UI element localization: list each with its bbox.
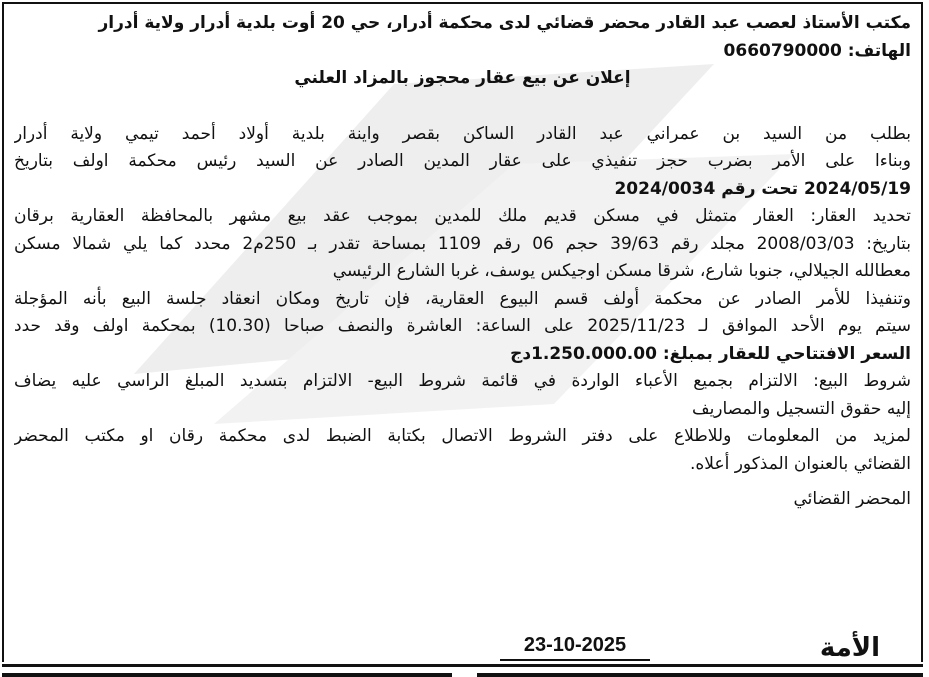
property-line: تحديد العقار: العقار متمثل في مسكن قديم ملك للمدين بموجب عقد بيع مشهر بالمحافظة العقارية برقان xyxy=(14,206,911,226)
logo-text: الأمة xyxy=(819,633,881,662)
phone-number: الهاتف: 0660790000 xyxy=(723,40,911,61)
spacer xyxy=(14,93,911,121)
execution-line: وتنفيذا للأمر الصادر عن محكمة أولف قسم البيوع العقارية، فإن تاريخ ومكان انعقاد جلسة البيع بأنه المؤجلة xyxy=(14,288,911,309)
terms-line: شروط البيع: الالتزام بجميع الأعباء الواردة في قائمة شروط البيع- الالتزام بتسديد المبلغ الراسي عليه يضاف xyxy=(14,371,911,391)
request-line: وبناءا على الأمر بضرب حجز تنفيذي على عقار المدين الصادر عن السيد رئيس محكمة اولف بتاريخ xyxy=(14,151,911,171)
terms-line: إليه حقوق التسجيل والمصاريف xyxy=(691,398,911,419)
execution-line: سيتم يوم الأحد الموافق لـ 2025/11/23 على الساعة: العاشرة والنصف صباحا (10.30) بمحكمة اولف وقد حدد xyxy=(14,316,911,336)
info-line: لمزيد من المعلومات وللاطلاع على دفتر الشروط الاتصال بكتابة الضبط لدى محكمة رقان او مكتب المحضر xyxy=(14,426,911,446)
newspaper-logo xyxy=(790,630,910,662)
request-line: بطلب من السيد بن عمراني عبد القادر الساكن بقصر واينة بلدية أولاد أحمد تيمي ولاية أدرار xyxy=(14,123,911,144)
announcement-frame xyxy=(2,2,923,662)
bailiff-signature: المحضر القضائي xyxy=(793,489,911,509)
info-line: القضائي بالعنوان المذكور أعلاه. xyxy=(689,453,911,474)
opening-price: السعر الافتتاحي للعقار بمبلغ: 1.250.000.00دج xyxy=(510,343,911,364)
announcement-title: إعلان عن بيع عقار محجوز بالمزاد العلني xyxy=(294,68,631,88)
publication-date: 23-10-2025 xyxy=(500,634,650,661)
office-address: مكتب الأستاذ لعصب عبد القادر محضر قضائي لدى محكمة أدرار، حي 20 أوت بلدية أدرار ولاية أدرار xyxy=(98,13,911,33)
property-line: معطالله الجيلالي، جنوبا شارع، شرقا مسكن اوجيكس يوسف، غربا الشارع الرئيسي xyxy=(332,261,911,281)
request-line: 2024/05/19 تحت رقم 2024/0034 xyxy=(614,178,911,199)
footer xyxy=(0,630,929,664)
bottom-rules xyxy=(2,664,923,677)
announcement-body xyxy=(14,10,911,514)
property-line: بتاريخ: 2008/03/03 مجلد رقم 39/63 حجم 06 رقم 1109 بمساحة تقدر بـ 250م2 محدد كما يلي شمالا مسكن xyxy=(14,233,911,254)
